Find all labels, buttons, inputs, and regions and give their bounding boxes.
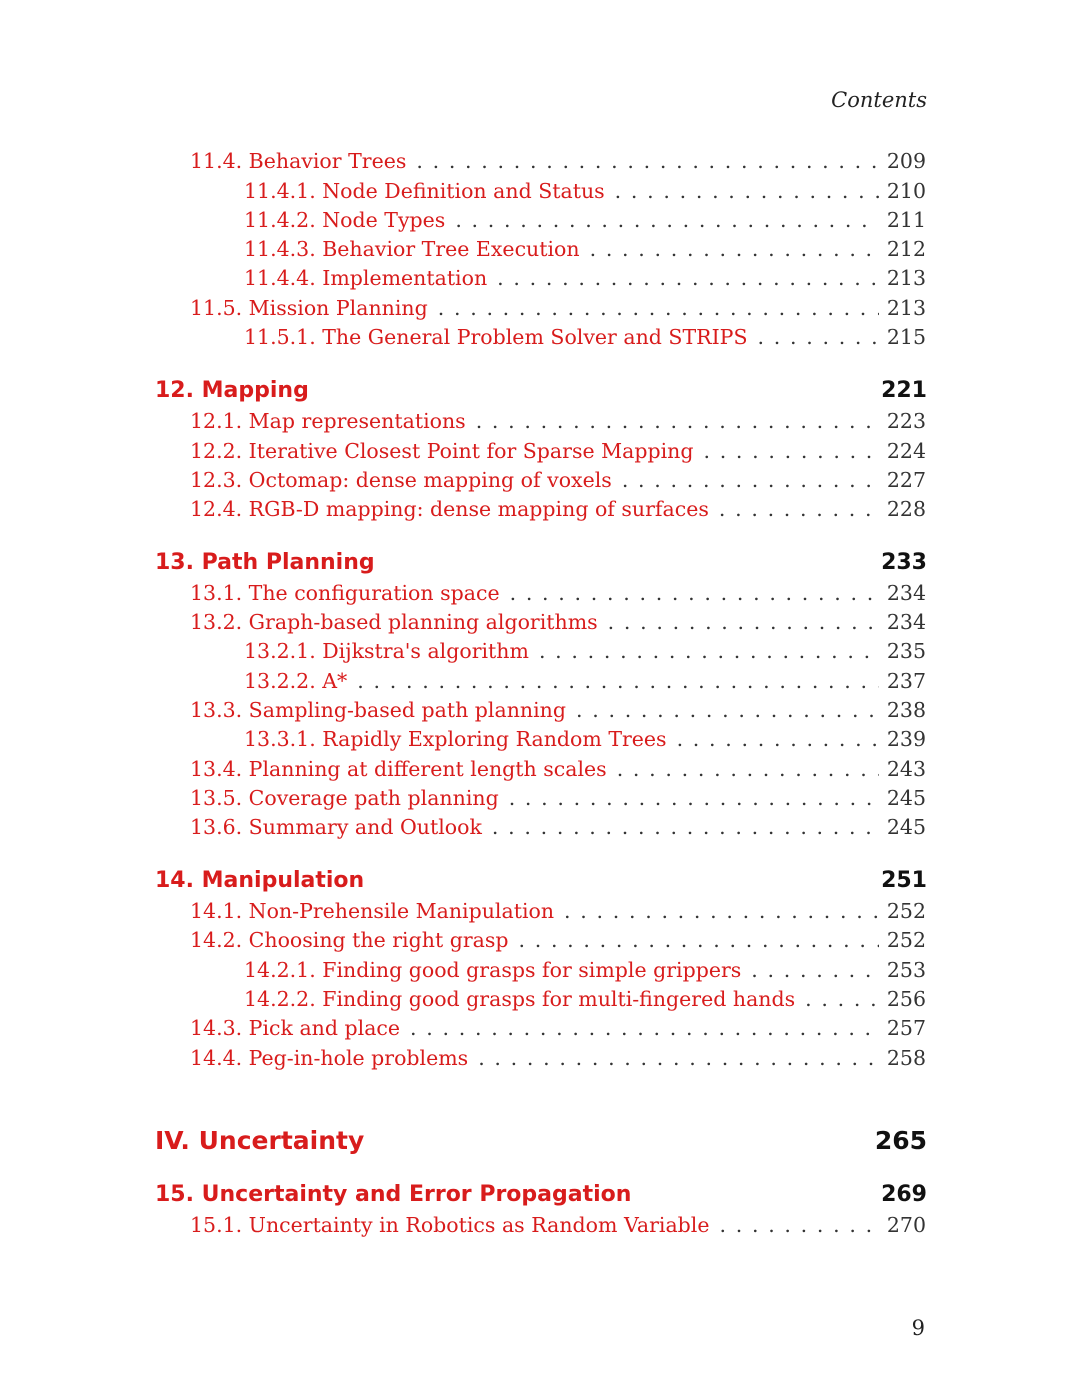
leader-dots — [492, 813, 879, 842]
leader-dots — [622, 466, 879, 495]
leader-dots — [539, 637, 879, 666]
toc-entry-label: 14.4. Peg-in-hole problems — [190, 1046, 469, 1070]
toc-entry-11-4-2[interactable] — [244, 206, 926, 235]
toc-chapter-14[interactable] — [155, 868, 927, 893]
leader-dots — [564, 897, 879, 926]
toc-entry-page: 270 — [886, 1213, 926, 1237]
chapter-page: 221 — [881, 378, 927, 403]
toc-entry-13-5[interactable] — [190, 784, 926, 813]
toc-entry-label: 15.1. Uncertainty in Robotics as Random Variable — [190, 1213, 710, 1237]
toc-entry-label: 11.4.3. Behavior Tree Execution — [244, 237, 580, 261]
toc-part-iv[interactable] — [155, 1126, 927, 1155]
leader-dots — [805, 985, 879, 1014]
toc-entry-label: 13.5. Coverage path planning — [190, 786, 499, 810]
toc-entry-11-5-1[interactable] — [244, 323, 926, 352]
leader-dots — [438, 294, 879, 323]
toc-entry-14-2-2[interactable] — [244, 985, 926, 1014]
toc-entry-label: 13.4. Planning at different length scales — [190, 757, 607, 781]
leader-dots — [510, 579, 879, 608]
leader-dots — [751, 956, 879, 985]
toc-entry-13-2-1[interactable] — [244, 637, 926, 666]
toc-entry-page: 245 — [886, 786, 926, 810]
toc-entry-label: 13.2. Graph-based planning algorithms — [190, 610, 598, 634]
toc-entry-label: 12.2. Iterative Closest Point for Sparse Mapping — [190, 439, 694, 463]
leader-dots — [357, 667, 879, 696]
toc-entry-14-4[interactable] — [190, 1044, 926, 1073]
leader-dots — [615, 177, 879, 206]
running-head: Contents — [831, 88, 927, 112]
toc-entry-label: 12.1. Map representations — [190, 409, 466, 433]
toc-entry-14-1[interactable] — [190, 897, 926, 926]
toc-entry-page: 237 — [886, 669, 926, 693]
toc-entry-11-4-3[interactable] — [244, 235, 926, 264]
toc-entry-label: 13.3. Sampling-based path planning — [190, 698, 566, 722]
toc-entry-label: 14.2. Choosing the right grasp — [190, 928, 509, 952]
leader-dots — [518, 926, 878, 955]
part-title: IV. Uncertainty — [155, 1126, 365, 1155]
toc-entry-label: 13.3.1. Rapidly Exploring Random Trees — [244, 727, 667, 751]
leader-dots — [478, 1044, 879, 1073]
toc-entry-page: 245 — [886, 815, 926, 839]
toc-entry-page: 252 — [886, 928, 926, 952]
toc-entry-page: 228 — [886, 497, 926, 521]
chapter-page: 233 — [881, 550, 927, 575]
toc-entry-label: 11.4.4. Implementation — [244, 266, 488, 290]
toc-entry-page: 210 — [886, 179, 926, 203]
toc-entry-page: 223 — [886, 409, 926, 433]
toc-entry-page: 256 — [886, 987, 926, 1011]
toc-entry-13-3[interactable] — [190, 696, 926, 725]
toc-entry-page: 235 — [886, 639, 926, 663]
toc-entry-page: 224 — [886, 439, 926, 463]
toc-entry-label: 14.3. Pick and place — [190, 1016, 401, 1040]
chapter-title: 15. Uncertainty and Error Propagation — [155, 1182, 632, 1207]
toc-entry-label: 11.4.2. Node Types — [244, 208, 446, 232]
toc-entry-label: 13.2.2. A* — [244, 669, 348, 693]
toc-entry-page: 215 — [886, 325, 926, 349]
toc-entry-12-1[interactable] — [190, 407, 926, 436]
toc-entry-13-1[interactable] — [190, 579, 926, 608]
toc-entry-label: 11.4. Behavior Trees — [190, 149, 407, 173]
toc-entry-page: 234 — [886, 581, 926, 605]
leader-dots — [617, 755, 879, 784]
toc-entry-11-4[interactable] — [190, 147, 926, 176]
toc-entry-15-1[interactable] — [190, 1211, 926, 1240]
toc-chapter-12[interactable] — [155, 378, 927, 403]
toc-entry-11-5[interactable] — [190, 294, 926, 323]
toc-chapter-15[interactable] — [155, 1182, 927, 1207]
toc-entry-12-4[interactable] — [190, 495, 926, 524]
leader-dots — [497, 264, 879, 293]
page-number: 9 — [911, 1316, 925, 1340]
toc-entry-13-3-1[interactable] — [244, 725, 926, 754]
leader-dots — [455, 206, 879, 235]
toc-entry-page: 243 — [886, 757, 926, 781]
toc-entry-page: 234 — [886, 610, 926, 634]
toc-entry-13-2-2[interactable] — [244, 667, 926, 696]
toc-entry-12-3[interactable] — [190, 466, 926, 495]
toc-entry-page: 238 — [886, 698, 926, 722]
toc-chapter-13[interactable] — [155, 550, 927, 575]
toc-entry-label: 11.5.1. The General Problem Solver and STRIPS — [244, 325, 748, 349]
toc-entry-13-6[interactable] — [190, 813, 926, 842]
toc-entry-label: 13.6. Summary and Outlook — [190, 815, 482, 839]
leader-dots — [416, 147, 879, 176]
leader-dots — [590, 235, 879, 264]
leader-dots — [719, 495, 879, 524]
toc-entry-label: 14.2.2. Finding good grasps for multi-fingered hands — [244, 987, 796, 1011]
toc-entry-label: 11.4.1. Node Definition and Status — [244, 179, 605, 203]
toc-entry-page: 239 — [886, 727, 926, 751]
toc-entry-page: 253 — [886, 958, 926, 982]
toc-entry-page: 227 — [886, 468, 926, 492]
toc-entry-12-2[interactable] — [190, 437, 926, 466]
toc-entry-page: 209 — [886, 149, 926, 173]
chapter-title: 14. Manipulation — [155, 868, 365, 893]
leader-dots — [476, 407, 879, 436]
leader-dots — [576, 696, 879, 725]
toc-entry-label: 12.3. Octomap: dense mapping of voxels — [190, 468, 612, 492]
toc-entry-14-3[interactable] — [190, 1014, 926, 1043]
toc-entry-14-2-1[interactable] — [244, 956, 926, 985]
leader-dots — [509, 784, 879, 813]
toc-entry-label: 11.5. Mission Planning — [190, 296, 428, 320]
toc-entry-label: 13.2.1. Dijkstra's algorithm — [244, 639, 529, 663]
leader-dots — [677, 725, 879, 754]
toc-entry-11-4-4[interactable] — [244, 264, 926, 293]
leader-dots — [608, 608, 879, 637]
toc-entry-label: 14.2.1. Finding good grasps for simple grippers — [244, 958, 742, 982]
chapter-page: 251 — [881, 868, 927, 893]
toc-entry-page: 212 — [886, 237, 926, 261]
toc-entry-page: 252 — [886, 899, 926, 923]
toc-entry-page: 211 — [886, 208, 926, 232]
toc-entry-11-4-1[interactable] — [244, 177, 926, 206]
toc-entry-page: 257 — [886, 1016, 926, 1040]
toc-entry-13-4[interactable] — [190, 755, 926, 784]
toc-entry-14-2[interactable] — [190, 926, 926, 955]
toc-entry-label: 13.1. The configuration space — [190, 581, 500, 605]
toc-entry-page: 213 — [886, 266, 926, 290]
toc-entry-label: 12.4. RGB-D mapping: dense mapping of surfaces — [190, 497, 709, 521]
leader-dots — [720, 1211, 879, 1240]
chapter-page: 269 — [881, 1182, 927, 1207]
toc-entry-13-2[interactable] — [190, 608, 926, 637]
chapter-title: 13. Path Planning — [155, 550, 375, 575]
chapter-title: 12. Mapping — [155, 378, 309, 403]
leader-dots — [758, 323, 879, 352]
toc-entry-page: 258 — [886, 1046, 926, 1070]
toc-entry-label: 14.1. Non-Prehensile Manipulation — [190, 899, 555, 923]
leader-dots — [703, 437, 878, 466]
part-page: 265 — [874, 1126, 927, 1155]
leader-dots — [410, 1014, 879, 1043]
toc-entry-page: 213 — [886, 296, 926, 320]
